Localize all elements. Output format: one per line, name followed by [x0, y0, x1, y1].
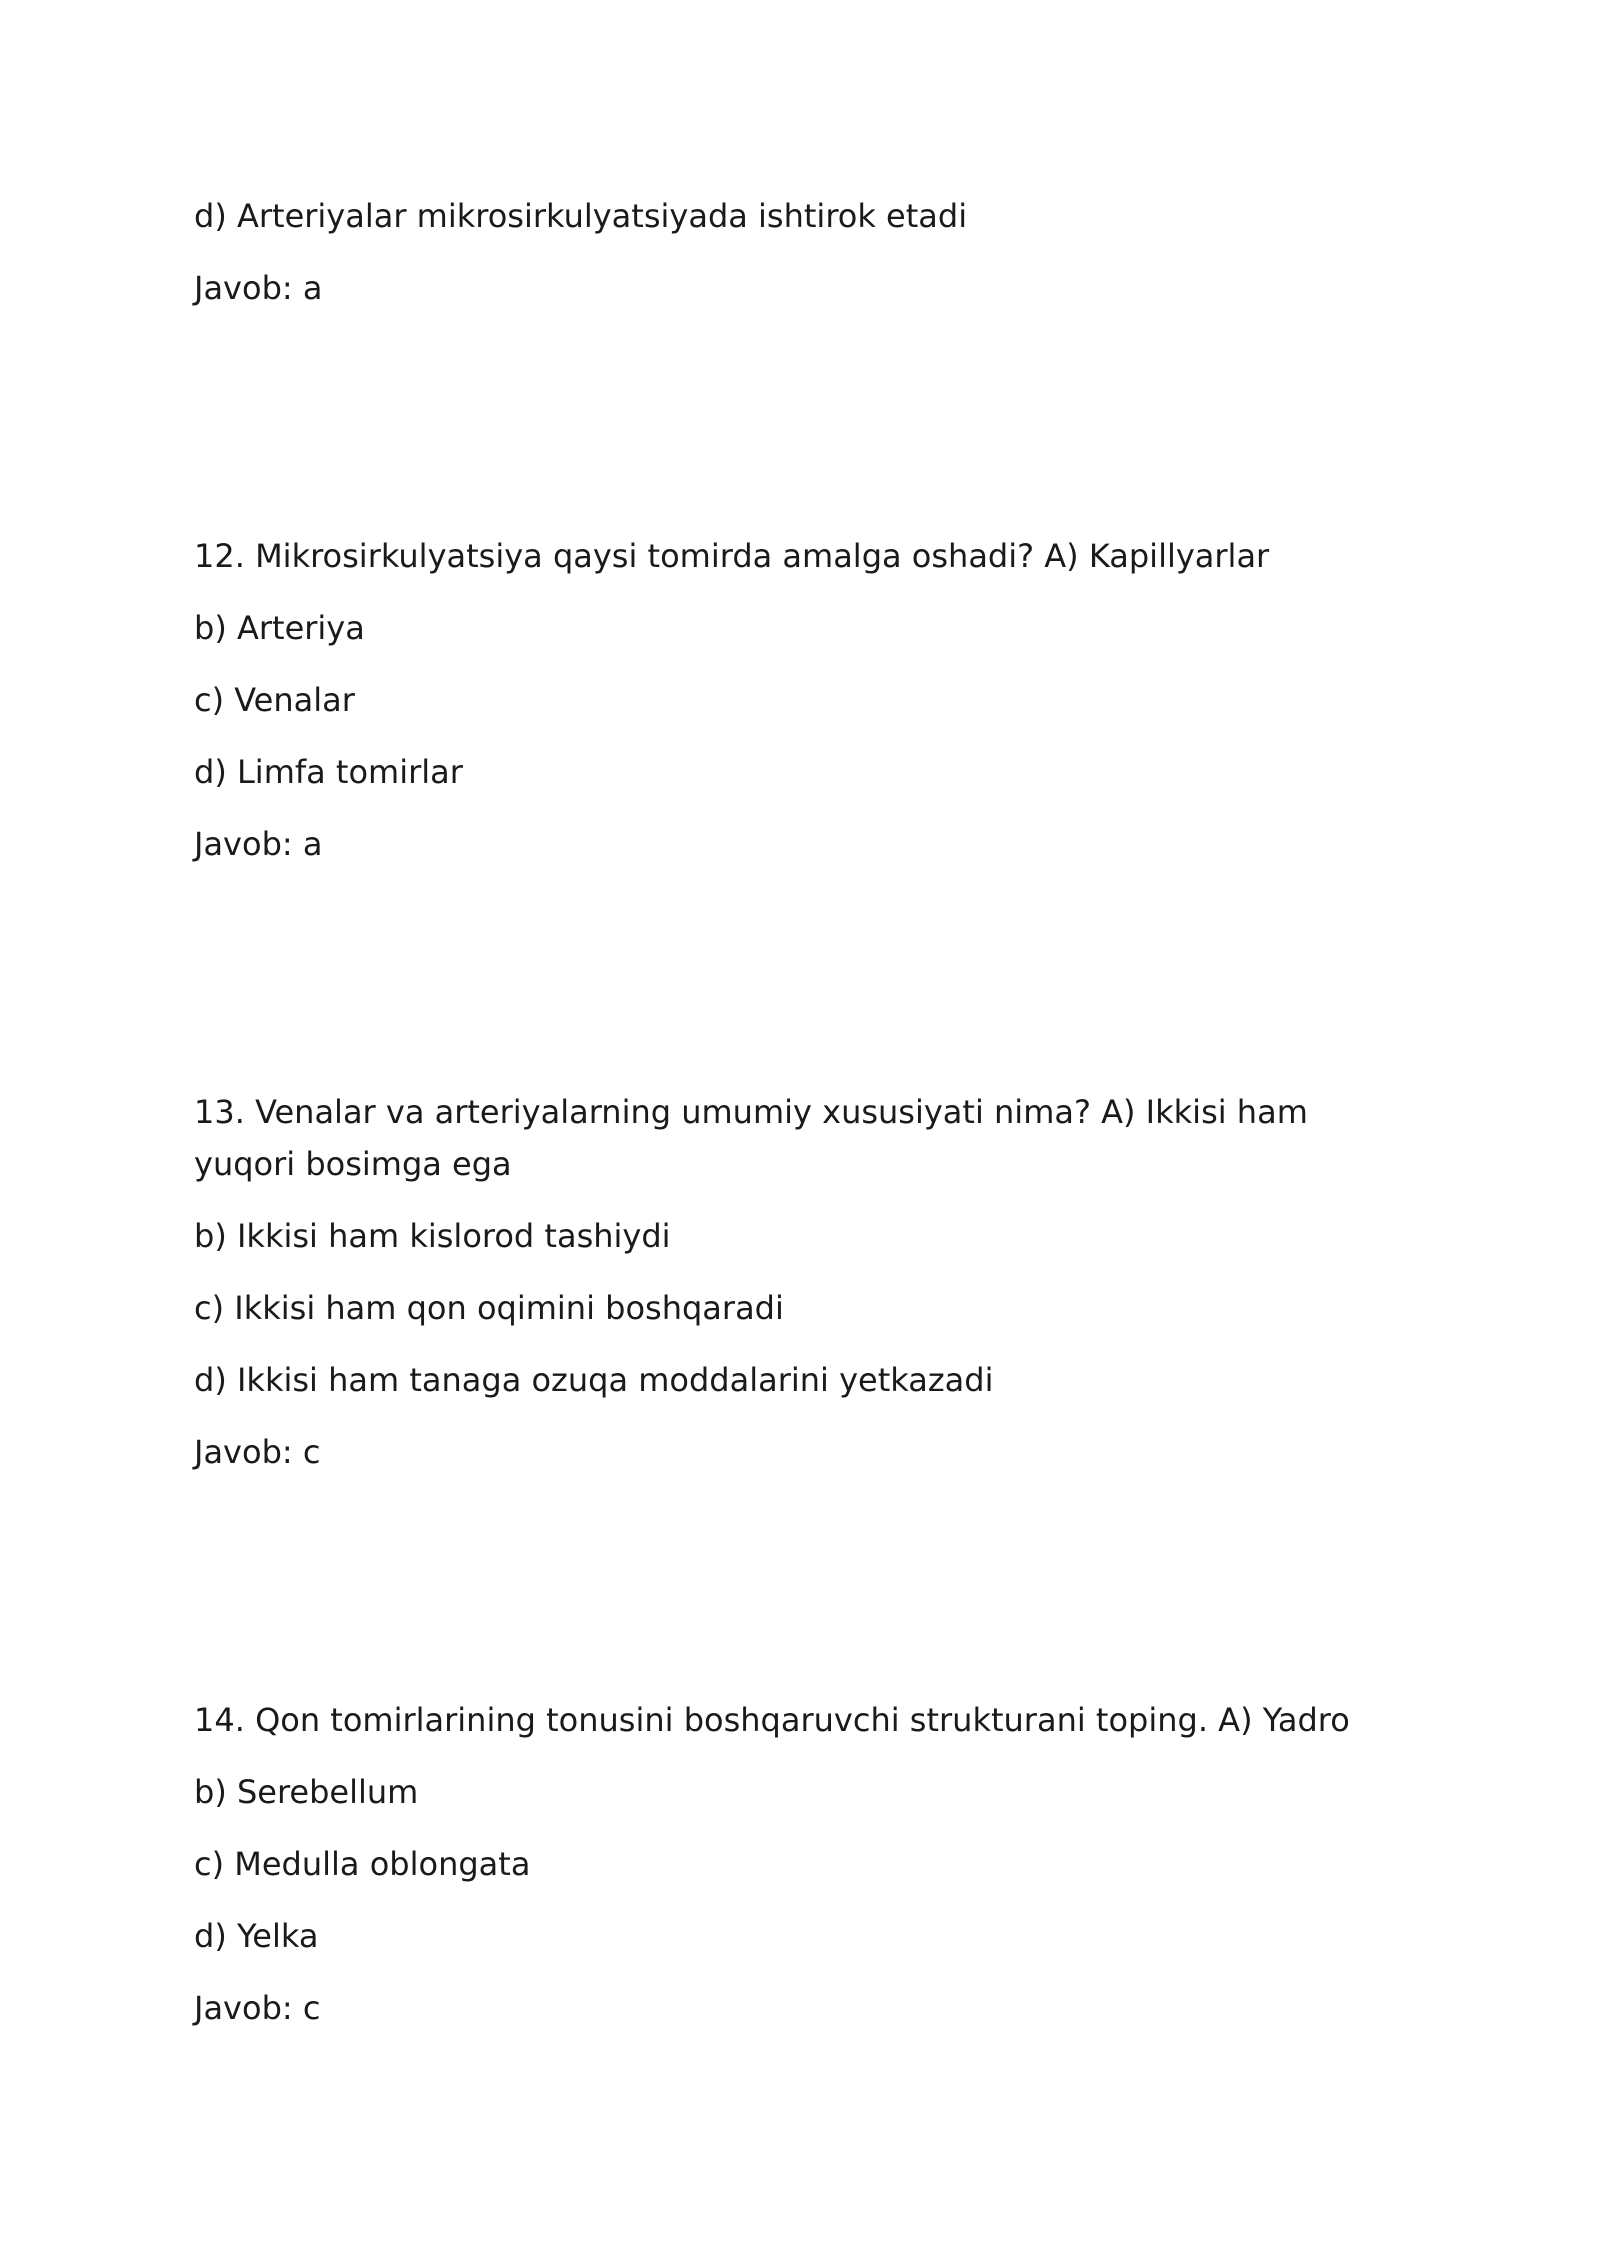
question-block-12 — [194, 530, 1414, 870]
answer-line: Javob: c — [194, 1433, 321, 1471]
question-text: 14. Qon tomirlarining tonusini boshqaruvchi strukturani toping. A) Yadro — [194, 1701, 1350, 1739]
option-d: d) Arteriyalar mikrosirkulyatsiyada ishtirok etadi — [194, 197, 968, 235]
answer-line: Javob: a — [194, 269, 323, 307]
answer-line: Javob: a — [194, 825, 323, 863]
option-d: d) Yelka — [194, 1917, 319, 1955]
option-b: b) Ikkisi ham kislorod tashiydi — [194, 1217, 671, 1255]
option-c: c) Medulla oblongata — [194, 1845, 531, 1883]
spacer — [194, 314, 1414, 530]
question-block-11-tail — [194, 190, 1414, 314]
option-b: b) Serebellum — [194, 1773, 419, 1811]
document-content — [194, 190, 1414, 2034]
option-b: b) Arteriya — [194, 609, 365, 647]
option-d: d) Limfa tomirlar — [194, 753, 463, 791]
question-text: 13. Venalar va arteriyalarning umumiy xususiyati nima? A) Ikkisi ham yuqori bosimga ega — [194, 1093, 1308, 1183]
option-d: d) Ikkisi ham tanaga ozuqa moddalarini yetkazadi — [194, 1361, 994, 1399]
option-c: c) Ikkisi ham qon oqimini boshqaradi — [194, 1289, 784, 1327]
spacer — [194, 1478, 1414, 1694]
option-c: c) Venalar — [194, 681, 355, 719]
question-text: 12. Mikrosirkulyatsiya qaysi tomirda amalga oshadi? A) Kapillyarlar — [194, 537, 1270, 575]
question-block-14 — [194, 1694, 1414, 2034]
question-block-13 — [194, 1086, 1414, 1478]
answer-line: Javob: c — [194, 1989, 321, 2027]
spacer — [194, 870, 1414, 1086]
